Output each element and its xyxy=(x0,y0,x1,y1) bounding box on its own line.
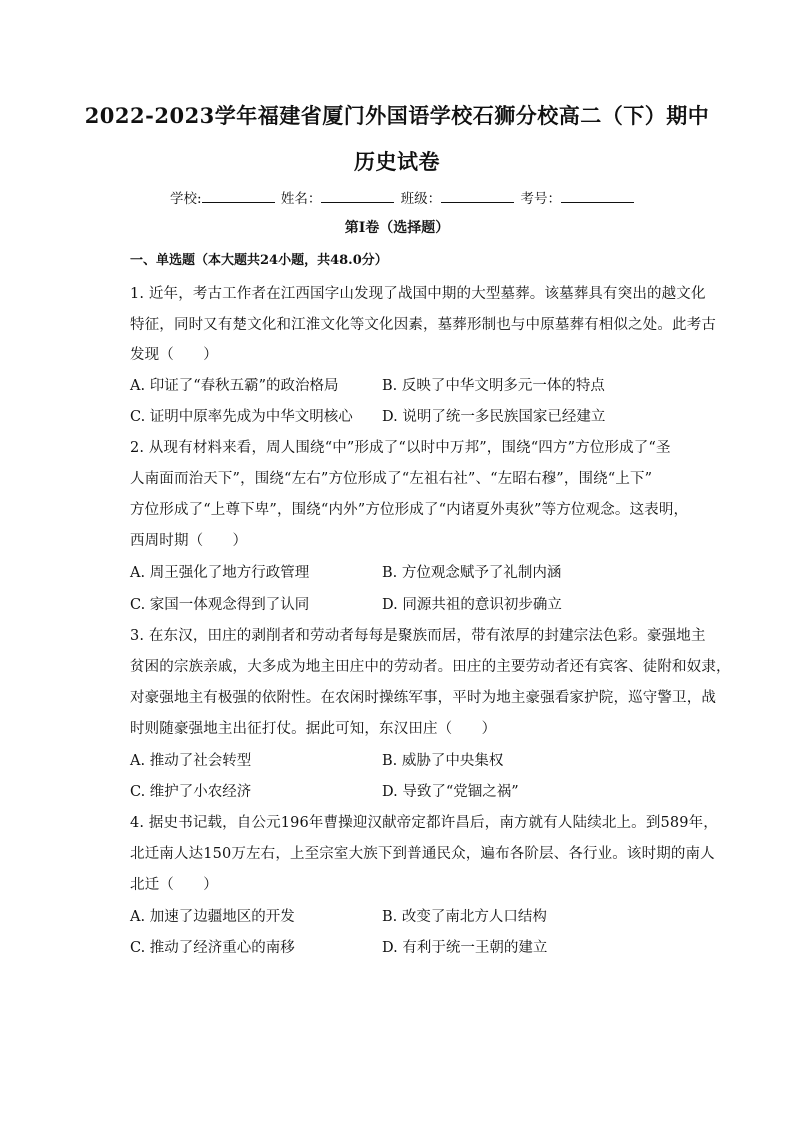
question-2-line-2: 人南面而治天下”，围绕“左右”方位形成了“左祖右社”、“左昭右穆”，围绕“上下” xyxy=(130,471,653,487)
question-4-line-1: 4. 据史书记载，自公元196年曹操迎汉献帝定都许昌后，南方就有人陆续北上。到589年， xyxy=(130,815,718,831)
question-4-line-2: 北迁南人达150万左右，上至宗室大族下到普通民众，遍布各阶层、各行业。该时期的南人 xyxy=(130,846,715,862)
name-blank xyxy=(321,190,394,203)
exam-number-label: 考号： xyxy=(520,191,561,207)
question-1-option-d: D. 说明了统一多民族国家已经建立 xyxy=(382,409,606,425)
question-3-line-4: 时则随豪强地主出征打仗。据此可知，东汉田庄（ ） xyxy=(130,721,497,737)
question-1-option-c: C. 证明中原率先成为中华文明核心 xyxy=(130,409,353,425)
question-3-option-d: D. 导致了“党锢之祸” xyxy=(382,784,519,800)
question-3-option-a: A. 推动了社会转型 xyxy=(130,753,252,769)
volume-title: 第I卷（选择题） xyxy=(344,220,450,236)
school-label: 学校: xyxy=(170,191,202,207)
question-2-option-a: A. 周王强化了地方行政管理 xyxy=(130,565,310,581)
question-2-option-c: C. 家国一体观念得到了认同 xyxy=(130,597,310,613)
exam-title-line1: 2022-2023学年福建省厦门外国语学校石狮分校高二（下）期中 xyxy=(84,103,710,128)
part-title: 一、单选题（本大题共24小题，共48.0分） xyxy=(130,253,388,268)
question-1-line-2: 特征，同时又有楚文化和江淮文化等文化因素，墓葬形制也与中原墓葬有相似之处。此考古 xyxy=(130,317,716,333)
class-blank xyxy=(441,190,514,203)
question-1-option-a: A. 印证了“春秋五霸”的政治格局 xyxy=(130,378,339,394)
question-1-line-3: 发现（ ） xyxy=(130,347,218,363)
name-label: 姓名： xyxy=(280,191,322,207)
question-2-line-1: 2. 从现有材料来看，周人围绕“中”形成了“以时中万邦”，围绕“四方”方位形成了“圣 xyxy=(130,440,671,456)
question-3-option-b: B. 威胁了中央集权 xyxy=(382,753,504,769)
question-3-line-1: 3. 在东汉，田庄的剥削者和劳动者每每是聚族而居，带有浓厚的封建宗法色彩。豪强地主 xyxy=(130,628,706,644)
question-2-line-4: 西周时期（ ） xyxy=(130,533,248,549)
question-2-option-b: B. 方位观念赋予了礼制内涵 xyxy=(382,565,562,581)
question-1-option-b: B. 反映了中华文明多元一体的特点 xyxy=(382,378,605,394)
question-1-line-1: 1. 近年，考古工作者在江西国字山发现了战国中期的大型墓葬。该墓葬具有突出的越文化 xyxy=(130,286,706,302)
school-blank xyxy=(202,190,275,203)
student-info-row xyxy=(170,187,636,207)
question-3-option-c: C. 维护了小农经济 xyxy=(130,784,252,800)
question-4-line-3: 北迁（ ） xyxy=(130,877,218,893)
question-4-option-d: D. 有利于统一王朝的建立 xyxy=(382,940,548,956)
class-label: 班级： xyxy=(400,191,442,207)
question-4-option-a: A. 加速了边疆地区的开发 xyxy=(130,909,295,925)
question-3-line-3: 对豪强地主有极强的依附性。在农闲时操练军事，平时为地主豪强看家护院，巡守警卫，战 xyxy=(130,690,716,706)
exam-number-blank xyxy=(561,190,634,203)
question-2-option-d: D. 同源共祖的意识初步确立 xyxy=(382,597,562,613)
question-4-option-c: C. 推动了经济重心的南移 xyxy=(130,940,295,956)
question-4-option-b: B. 改变了南北方人口结构 xyxy=(382,909,547,925)
question-3-line-2: 贫困的宗族亲戚，大多成为地主田庄中的劳动者。田庄的主要劳动者还有宾客、徒附和奴隶， xyxy=(130,659,731,675)
exam-title-line2: 历史试卷 xyxy=(354,149,440,174)
question-2-line-3: 方位形成了“上尊下卑”，围绕“内外”方位形成了“内诸夏外夷狄”等方位观念。这表明， xyxy=(130,502,689,518)
